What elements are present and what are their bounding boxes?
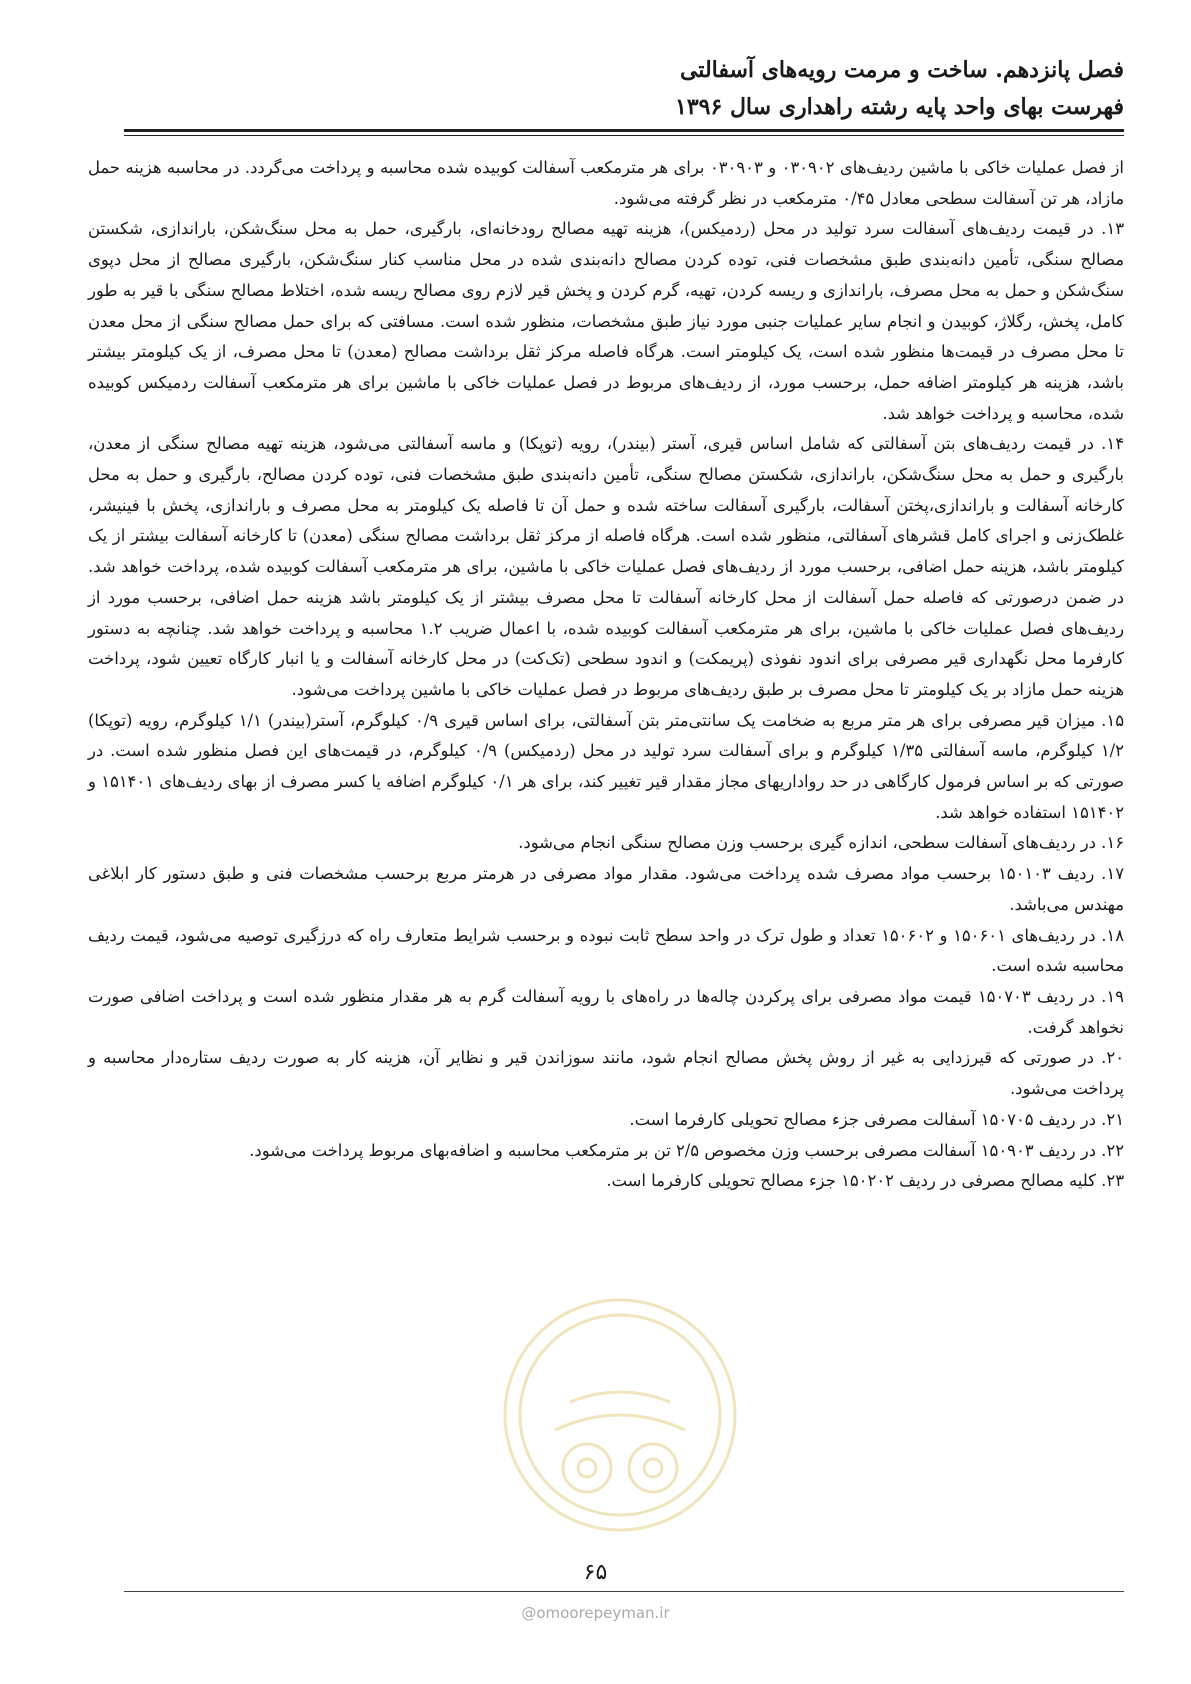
paragraph-13: ۱۳. در قیمت ردیف‌های آسفالت سرد تولید در محل (ردمیکس)، هزینه تهیه مصالح رودخانه‌ای، بارگیری، حمل به محل سنگ‌شکن، باراندازی، شکستن مصالح سنگی، تأمین دانه‌بندی طبق مشخصات فنی، توده کردن مصالح دانه‌بندی شده در محل مناسب کنار سنگ‌شکن، بارگیری مصالح از محل دپوی سنگ‌شکن و حمل به محل مصرف، باراندازی و ریسه کردن، تهیه، گرم کردن و پخش قیر لازم روی مصالح ریسه شده، اختلاط مصالح سنگی با قیر به طور کامل، پخش، رگلاژ، کوبیدن و انجام سایر عملیات جنبی مورد نیاز طبق مشخصات، منظور شده است. مسافتی که برای حمل مصالح سنگی از محل معدن تا محل مصرف در قیمت‌ها منظور شده است، یک کیلومتر است. هرگاه فاصله مرکز ثقل برداشت مصالح (معدن) تا محل مصرف، از یک کیلومتر بیشتر باشد، هزینه هر کیلومتر اضافه حمل، برحسب مورد، از ردیف‌های مربوط در فصل عملیات خاکی با ماشین برای هر مترمکعب آسفالت ردمیکس کوبیده شده، محاسبه و پرداخت خواهد شد.: [88, 219, 1124, 423]
watermark-seal-icon: [495, 1290, 745, 1540]
paragraph-16: ۱۶. در ردیف‌های آسفالت سطحی، اندازه گیری برحسب وزن مصالح سنگی انجام می‌شود.: [518, 833, 1124, 853]
paragraph-14: ۱۴. در قیمت ردیف‌های بتن آسفالتی که شامل اساس قیری، آستر (بیندر)، رویه (توپکا) و ماسه آسفالتی می‌شود، هزینه تهیه مصالح سنگی از معدن، بارگیری و حمل به محل سنگ‌شکن، باراندازی، شکستن مصالح سنگی، تأمین دانه‌بندی طبق مشخصات فنی، توده کردن مصالح، بارگیری و حمل به محل کارخانه آسفالت و باراندازی،پختن آسفالت، بارگیری آسفالت ساخته شده و حمل آن تا فاصله یک کیلومتر به محل مصرف و باراندازی، پخش با فینیشر، غلطک‌زنی و اجرای کامل قشرهای آسفالتی، منظور شده است. هرگاه فاصله از مرکز ثقل برداشت مصالح سنگی (معدن) تا کارخانه آسفالت بیشتر از یک کیلومتر باشد، هزینه حمل اضافی، برحسب مورد از ردیف‌های فصل عملیات خاکی با ماشین، برای هر مترمکعب آسفالت کوبیده شده، پرداخت خواهد شد. در ضمن درصورتی که فاصله حمل آسفالت از محل کارخانه آسفالت تا محل مصرف بیشتر از یک کیلومتر باشد هزینه حمل اضافی، برحسب مورد از ردیف‌های فصل عملیات خاکی با ماشین، برای هر مترمکعب آسفالت کوبیده شده، با اعمال ضریب ۱.۲ محاسبه و پرداخت خواهد شد. چنانچه به دستور کارفرما محل نگهداری قیر مصرفی برای اندود نفوذی (پریمکت) و اندود سطحی (تک‌کت) در محل کارخانه آسفالت و یا انبار کارگاه تعیین شود، پرداخت هزینه حمل مازاد بر یک کیلومتر تا محل مصرف بر طبق ردیف‌های مربوط در فصل عملیات خاکی با ماشین پرداخت می‌شود.: [88, 434, 1124, 699]
paragraph-17: ۱۷. ردیف ۱۵۰۱۰۳ برحسب مواد مصرف شده پرداخت می‌شود. مقدار مواد مصرفی در هرمتر مربع برحسب مشخصات فنی و طبق دستور کار ابلاغی مهندس می‌باشد.: [88, 864, 1125, 914]
paragraph-20: ۲۰. در صورتی که قیرزدایی به غیر از روش پخش مصالح انجام شود، مانند سوزاندن قیر و نظایر آن، هزینه کار به صورت ردیف ستاره‌دار محاسبه و پرداخت می‌شود.: [88, 1048, 1124, 1099]
header-rule-thin: [124, 135, 1124, 136]
paragraph-15: ۱۵. میزان قیر مصرفی برای هر متر مربع به ضخامت یک سانتی‌متر بتن آسفالتی، برای اساس قیری ۰/۹ کیلوگرم، آستر(بیندر) ۱/۱ کیلوگرم، رویه (توپکا) ۱/۲ کیلوگرم، ماسه آسفالتی ۱/۳۵ کیلوگرم و برای آسفالت سرد تولید در محل (ردمیکس) ۰/۹ کیلوگرم، در قیمت‌های این فصل منظور شده است. در صورتی که بر اساس فرمول کارگاهی در حد رواداریهای مجاز مقدار قیر تغییر کند، برای هر ۰/۱ کیلوگرم اضافه یا کسر مصرف از بهای ردیف‌های ۱۵۱۴۰۱ و ۱۵۱۴۰۲ استفاده خواهد شد.: [88, 710, 1124, 822]
paragraph-18: ۱۸. در ردیف‌های ۱۵۰۶۰۱ و ۱۵۰۶۰۲ تعداد و طول ترک در واحد سطح ثابت نبوده و برحسب شرایط متعارف راه که درزگیری توصیه می‌شود، قیمت ردیف محاسبه شده است.: [88, 925, 1125, 976]
page-number: ۶۵: [583, 1560, 608, 1585]
footer-website: @omoorepeyman.ir: [521, 1604, 670, 1622]
paragraph-22: ۲۲. در ردیف ۱۵۰۹۰۳ آسفالت مصرفی برحسب وزن مخصوص ۲/۵ تن بر مترمکعب محاسبه و اضافه‌بهای مربوط پرداخت می‌شود.: [249, 1140, 1124, 1160]
paragraph-23: ۲۳. کلیه مصالح مصرفی در ردیف ۱۵۰۲۰۲ جزء مصالح تحویلی کارفرما است.: [606, 1171, 1124, 1191]
paragraph-19: ۱۹. در ردیف ۱۵۰۷۰۳ قیمت مواد مصرفی برای پرکردن چاله‌ها در راه‌های با رویه آسفالت گرم به هر مقدار منظور شده است و پرداخت اضافی صورت نخواهد گرفت.: [88, 986, 1124, 1037]
price-list-title: فهرست بهای واحد پایه رشته راهداری سال ۱۳۹۶: [675, 94, 1124, 120]
paragraph-12-continued: از فصل عملیات خاکی با ماشین ردیف‌های ۰۳۰۹۰۲ و ۰۳۰۹۰۳ برای هر مترمکعب آسفالت کوبیده شده محاسبه و پرداخت می‌گردد. در محاسبه هزینه حمل مازاد، هر تن آسفالت سطحی معادل ۰/۴۵ مترمکعب در نظر گرفته می‌شود.: [88, 158, 1124, 208]
paragraph-21: ۲۱. در ردیف ۱۵۰۷۰۵ آسفالت مصرفی جزء مصالح تحویلی کارفرما است.: [629, 1109, 1124, 1129]
header-rule-thick: [124, 129, 1124, 132]
footer-rule: [124, 1591, 1124, 1592]
page-header: [124, 52, 1124, 126]
body-text: [88, 153, 1124, 1197]
chapter-title: فصل پانزدهم. ساخت و مرمت رویه‌های آسفالتی: [679, 57, 1124, 83]
